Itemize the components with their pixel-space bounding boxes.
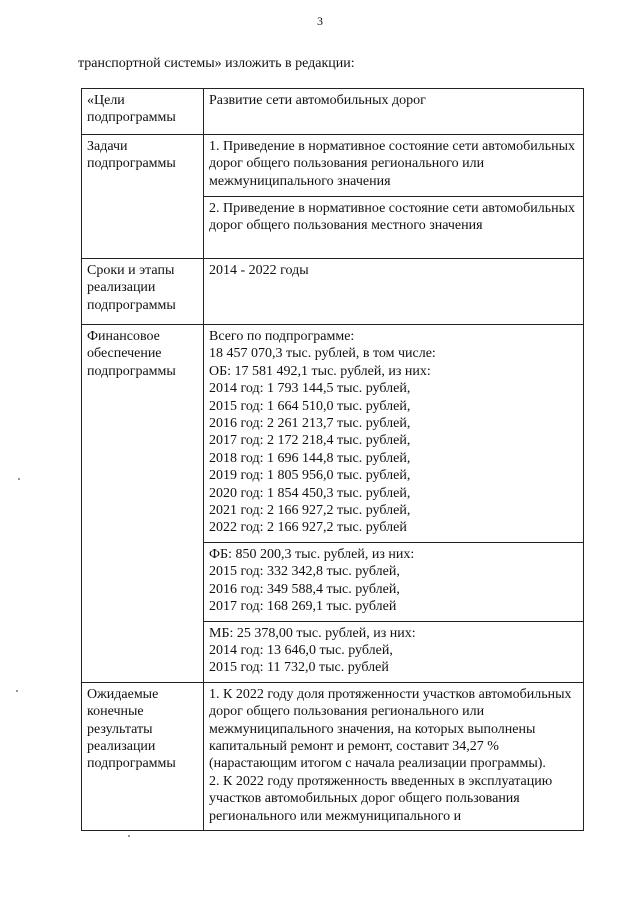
table-row-goals xyxy=(82,89,584,135)
finance-line: 2016 год: 2 261 213,7 тыс. рублей, xyxy=(209,416,411,432)
finance-line: ОБ: 17 581 492,1 тыс. рублей, из них: xyxy=(209,363,431,379)
mb-line: 2015 год: 11 732,0 тыс. рублей xyxy=(209,660,389,676)
finance-line: Всего по подпрограмме: xyxy=(209,329,355,344)
result-1: 1. К 2022 году доля протяженности участков автомобильных дорог общего пользования регионального или межмуниципального значения, на которых выполнены капитальный ремонт и ремонт, составит 34,27 % (нарастающим итогом с начала реализации программы). xyxy=(209,686,572,772)
finance-total-cell xyxy=(204,325,584,543)
subprogram-passport-table xyxy=(81,88,584,831)
task-1: 1. Приведение в нормативное состояние сети автомобильных дорог общего пользования регионального или межмуниципального значения xyxy=(204,135,584,197)
goals-label: «Цели подпрограммы xyxy=(82,89,204,135)
fb-line: 2017 год: 168 269,1 тыс. рублей xyxy=(209,599,397,615)
result-2: 2. К 2022 году протяженность введенных в эксплуатацию участков автомобильных дорог общего пользования регионального или межмуниципального и xyxy=(209,773,553,824)
results-label: Ожидаемые конечные результаты реализации подпрограммы xyxy=(82,682,204,830)
finance-line: 2020 год: 1 854 450,3 тыс. рублей, xyxy=(209,485,411,501)
scan-speck xyxy=(16,690,18,692)
mb-line: МБ: 25 378,00 тыс. рублей, из них: xyxy=(209,625,416,641)
intro-text: транспортной системы» изложить в редакции: xyxy=(78,56,355,71)
table-row-tasks-1 xyxy=(82,135,584,197)
scan-speck xyxy=(18,478,20,480)
fb-line: 2016 год: 349 588,4 тыс. рублей, xyxy=(209,581,400,597)
table-row-terms xyxy=(82,259,584,325)
mb-line: 2014 год: 13 646,0 тыс. рублей, xyxy=(209,642,393,658)
tasks-label: Задачи подпрограммы xyxy=(82,135,204,259)
finance-mb-cell xyxy=(204,621,584,682)
results-cell xyxy=(204,682,584,830)
table-row-finance-total xyxy=(82,325,584,543)
finance-line: 2018 год: 1 696 144,8 тыс. рублей, xyxy=(209,450,411,466)
finance-line: 2022 год: 2 166 927,2 тыс. рублей xyxy=(209,520,407,536)
table-row-results xyxy=(82,682,584,830)
goals-value: Развитие сети автомобильных дорог xyxy=(204,89,584,135)
scan-speck xyxy=(128,835,130,837)
fb-line: 2015 год: 332 342,8 тыс. рублей, xyxy=(209,564,400,580)
terms-label: Сроки и этапы реализации подпрограммы xyxy=(82,259,204,325)
finance-line: 2019 год: 1 805 956,0 тыс. рублей, xyxy=(209,468,411,484)
page-number: 3 xyxy=(317,14,323,28)
task-2: 2. Приведение в нормативное состояние сети автомобильных дорог общего пользования местного значения xyxy=(204,197,584,259)
finance-line: 2021 год: 2 166 927,2 тыс. рублей, xyxy=(209,503,411,519)
finance-fb-cell xyxy=(204,542,584,621)
finance-line: 18 457 070,3 тыс. рублей, в том числе: xyxy=(209,346,436,362)
fb-line: ФБ: 850 200,3 тыс. рублей, из них: xyxy=(209,546,415,562)
finance-label: Финансовое обеспечение подпрограммы xyxy=(82,325,204,683)
finance-line: 2017 год: 2 172 218,4 тыс. рублей, xyxy=(209,433,411,449)
finance-line: 2015 год: 1 664 510,0 тыс. рублей, xyxy=(209,398,411,414)
finance-line: 2014 год: 1 793 144,5 тыс. рублей, xyxy=(209,381,411,397)
terms-value: 2014 - 2022 годы xyxy=(204,259,584,325)
